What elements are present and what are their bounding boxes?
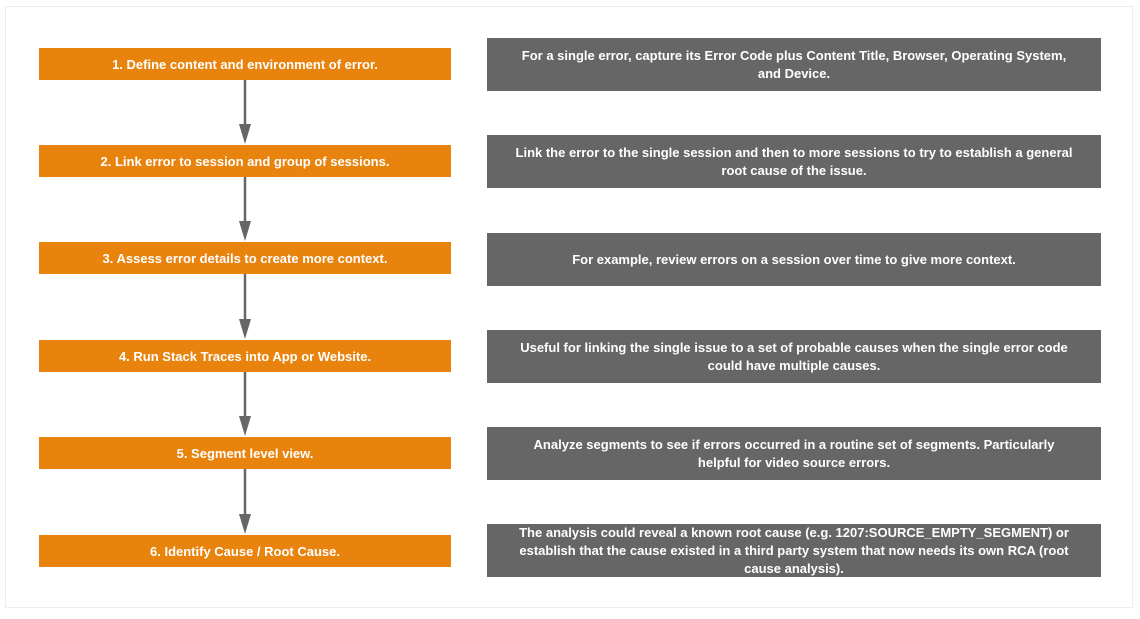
step-1-description-box [487, 38, 1101, 91]
step-3-box [39, 242, 451, 274]
arrow-down-icon [235, 372, 255, 437]
step-6-description-box [487, 524, 1101, 577]
step-4-description: Useful for linking the single issue to a set of probable causes when the single error code could have multiple causes. [520, 339, 1068, 373]
arrow-down-icon [235, 274, 255, 340]
step-3-description: For example, review errors on a session over time to give more context. [572, 251, 1016, 267]
step-5-box [39, 437, 451, 469]
step-4-label: 4. Run Stack Traces into App or Website. [118, 348, 372, 364]
step-1-label: 1. Define content and environment of error. [112, 56, 378, 72]
step-6-label: 6. Identify Cause / Root Cause. [150, 543, 340, 559]
step-2-description-box [487, 135, 1101, 188]
step-6-description: The analysis could reveal a known root cause (e.g. 1207:SOURCE_EMPTY_SEGMENT) or establish that the cause existed in a third party system that now needs its own RCA (root cause analysis). [519, 524, 1069, 576]
step-2-description: Link the error to the single session and then to more sessions to try to establish a general root cause of the issue. [515, 144, 1073, 178]
step-5-description: Analyze segments to see if errors occurred in a routine set of segments. Particularly helpful for video source errors. [533, 436, 1055, 470]
step-4-box [39, 340, 451, 372]
step-6-box [39, 535, 451, 567]
step-2-box [39, 145, 451, 177]
arrow-down-icon [235, 177, 255, 242]
step-3-description-box [487, 233, 1101, 286]
step-3-label: 3. Assess error details to create more context. [102, 250, 388, 266]
step-2-label: 2. Link error to session and group of sessions. [100, 153, 390, 169]
step-4-description-box [487, 330, 1101, 383]
arrow-down-icon [235, 80, 255, 145]
diagram-frame [5, 6, 1133, 608]
step-1-box [39, 48, 451, 80]
arrow-down-icon [235, 469, 255, 535]
step-1-description: For a single error, capture its Error Code plus Content Title, Browser, Operating System, and Device. [521, 47, 1067, 81]
step-5-label: 5. Segment level view. [176, 445, 314, 461]
step-5-description-box [487, 427, 1101, 480]
